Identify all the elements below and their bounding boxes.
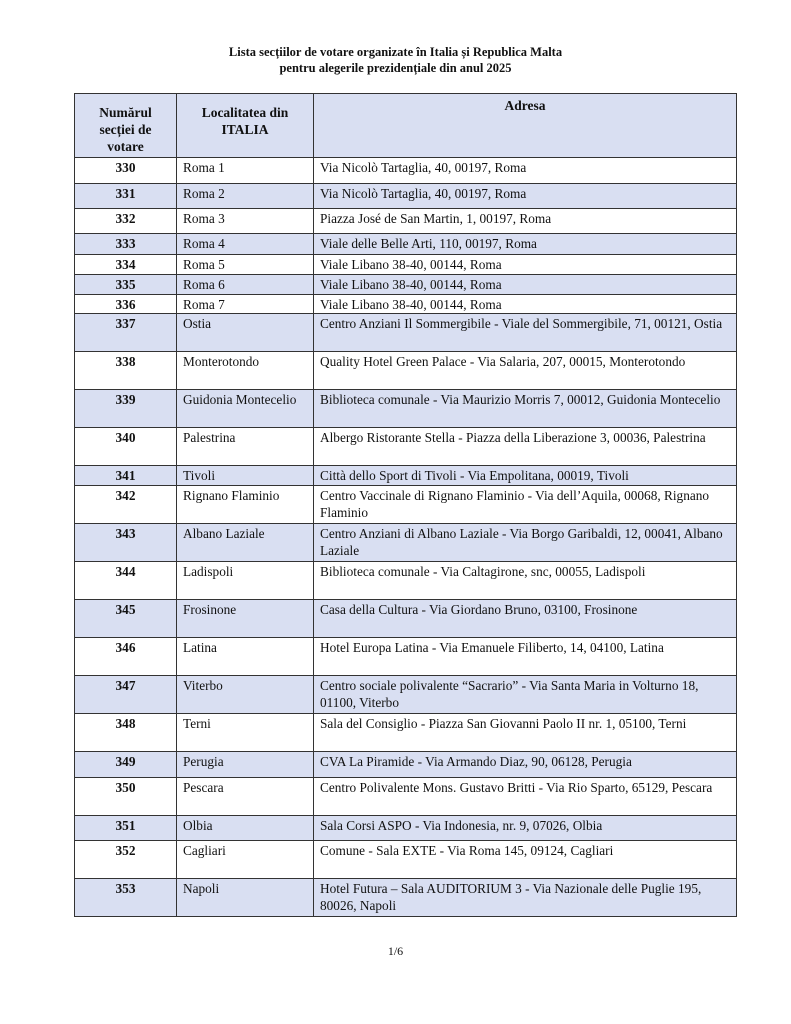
station-locality: Palestrina (177, 428, 314, 466)
station-address: Sala Corsi ASPO - Via Indonesia, nr. 9, 07026, Olbia (314, 816, 737, 841)
station-address: Hotel Europa Latina - Via Emanuele Filiberto, 14, 04100, Latina (314, 638, 737, 676)
station-number: 335 (75, 275, 177, 295)
station-address: Viale Libano 38-40, 00144, Roma (314, 255, 737, 275)
station-locality: Roma 5 (177, 255, 314, 275)
station-locality: Roma 1 (177, 158, 314, 184)
station-locality: Cagliari (177, 841, 314, 879)
station-address: Centro Anziani di Albano Laziale - Via Borgo Garibaldi, 12, 00041, Albano Laziale (314, 524, 737, 562)
station-number: 350 (75, 778, 177, 816)
station-number: 349 (75, 752, 177, 778)
station-locality: Olbia (177, 816, 314, 841)
table-row (75, 466, 737, 486)
table-row (75, 295, 737, 314)
table-row (75, 428, 737, 466)
station-number: 332 (75, 209, 177, 234)
table-row (75, 524, 737, 562)
station-address: Biblioteca comunale - Via Caltagirone, snc, 00055, Ladispoli (314, 562, 737, 600)
station-locality: Frosinone (177, 600, 314, 638)
station-address: Sala del Consiglio - Piazza San Giovanni Paolo II nr. 1, 05100, Terni (314, 714, 737, 752)
table-row (75, 841, 737, 879)
station-locality: Monterotondo (177, 352, 314, 390)
table-header-row (75, 94, 737, 158)
table-row (75, 600, 737, 638)
station-address: Biblioteca comunale - Via Maurizio Morris 7, 00012, Guidonia Montecelio (314, 390, 737, 428)
station-number: 351 (75, 816, 177, 841)
table-row (75, 390, 737, 428)
station-address: Viale delle Belle Arti, 110, 00197, Roma (314, 234, 737, 255)
station-address: Hotel Futura – Sala AUDITORIUM 3 - Via Nazionale delle Puglie 195, 80026, Napoli (314, 879, 737, 917)
table-row (75, 879, 737, 917)
title-line-1: Lista secțiilor de votare organizate în Italia și Republica Malta (228, 45, 563, 59)
station-locality: Ostia (177, 314, 314, 352)
station-address: Via Nicolò Tartaglia, 40, 00197, Roma (314, 184, 737, 209)
station-address: Albergo Ristorante Stella - Piazza della Liberazione 3, 00036, Palestrina (314, 428, 737, 466)
table-row (75, 184, 737, 209)
station-number: 346 (75, 638, 177, 676)
document-title (0, 44, 791, 76)
station-address: Viale Libano 38-40, 00144, Roma (314, 295, 737, 314)
station-locality: Pescara (177, 778, 314, 816)
station-number: 344 (75, 562, 177, 600)
station-locality: Roma 3 (177, 209, 314, 234)
header-address: Adresa (314, 94, 737, 158)
station-locality: Roma 2 (177, 184, 314, 209)
table-row (75, 352, 737, 390)
table-row (75, 778, 737, 816)
station-address: Quality Hotel Green Palace - Via Salaria, 207, 00015, Monterotondo (314, 352, 737, 390)
title-line-2: pentru alegerile prezidențiale din anul 2025 (279, 61, 512, 75)
station-number: 333 (75, 234, 177, 255)
table-row (75, 752, 737, 778)
station-number: 352 (75, 841, 177, 879)
station-number: 345 (75, 600, 177, 638)
station-locality: Ladispoli (177, 562, 314, 600)
station-address: Centro Vaccinale di Rignano Flaminio - Via dell’Aquila, 00068, Rignano Flaminio (314, 486, 737, 524)
station-locality: Rignano Flaminio (177, 486, 314, 524)
table-row (75, 234, 737, 255)
station-address: Casa della Cultura - Via Giordano Bruno, 03100, Frosinone (314, 600, 737, 638)
table-row (75, 275, 737, 295)
station-address: Piazza José de San Martin, 1, 00197, Roma (314, 209, 737, 234)
station-locality: Albano Laziale (177, 524, 314, 562)
table-row (75, 816, 737, 841)
polling-stations-table (74, 93, 737, 917)
station-locality: Viterbo (177, 676, 314, 714)
table-row (75, 714, 737, 752)
table-row (75, 562, 737, 600)
station-locality: Roma 6 (177, 275, 314, 295)
station-number: 347 (75, 676, 177, 714)
station-number: 336 (75, 295, 177, 314)
page-number: 1/6 (387, 944, 404, 958)
station-address: Centro Polivalente Mons. Gustavo Britti - Via Rio Sparto, 65129, Pescara (314, 778, 737, 816)
station-number: 343 (75, 524, 177, 562)
header-locality: Localitatea din ITALIA (177, 94, 314, 158)
station-number: 342 (75, 486, 177, 524)
station-address: Comune - Sala EXTE - Via Roma 145, 09124, Cagliari (314, 841, 737, 879)
station-locality: Napoli (177, 879, 314, 917)
station-locality: Latina (177, 638, 314, 676)
table-row (75, 638, 737, 676)
table-row (75, 486, 737, 524)
station-address: Via Nicolò Tartaglia, 40, 00197, Roma (314, 158, 737, 184)
table-row (75, 314, 737, 352)
station-address: Centro Anziani Il Sommergibile - Viale del Sommergibile, 71, 00121, Ostia (314, 314, 737, 352)
station-number: 338 (75, 352, 177, 390)
station-number: 334 (75, 255, 177, 275)
station-address: Viale Libano 38-40, 00144, Roma (314, 275, 737, 295)
station-locality: Terni (177, 714, 314, 752)
station-address: Città dello Sport di Tivoli - Via Empolitana, 00019, Tivoli (314, 466, 737, 486)
station-number: 348 (75, 714, 177, 752)
table-row (75, 209, 737, 234)
station-locality: Roma 7 (177, 295, 314, 314)
table-row (75, 255, 737, 275)
station-locality: Roma 4 (177, 234, 314, 255)
header-number: Numărul secției de votare (75, 94, 177, 158)
station-number: 339 (75, 390, 177, 428)
station-locality: Tivoli (177, 466, 314, 486)
station-number: 330 (75, 158, 177, 184)
table-row (75, 676, 737, 714)
station-locality: Perugia (177, 752, 314, 778)
station-number: 331 (75, 184, 177, 209)
station-address: CVA La Piramide - Via Armando Diaz, 90, 06128, Perugia (314, 752, 737, 778)
station-locality: Guidonia Montecelio (177, 390, 314, 428)
station-number: 340 (75, 428, 177, 466)
station-number: 353 (75, 879, 177, 917)
station-address: Centro sociale polivalente “Sacrario” - Via Santa Maria in Volturno 18, 01100, Viterbo (314, 676, 737, 714)
station-number: 337 (75, 314, 177, 352)
table-row (75, 158, 737, 184)
station-number: 341 (75, 466, 177, 486)
